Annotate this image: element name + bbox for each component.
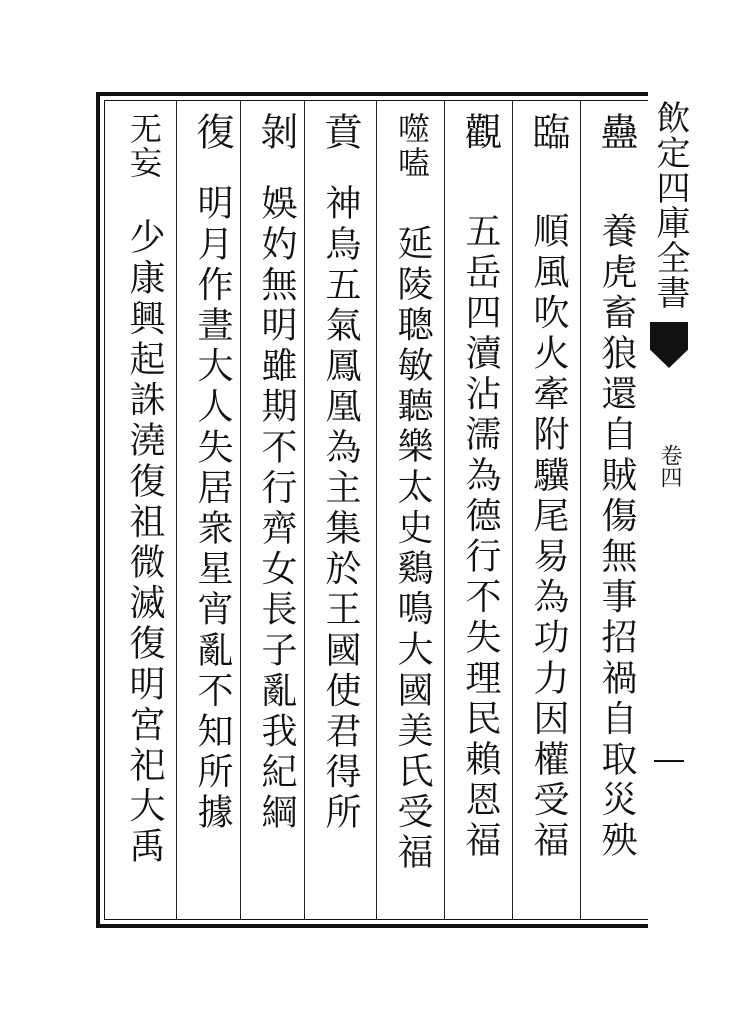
hexagram-column-guan	[452, 100, 508, 920]
verse-text: 娛妁無明雖期不行齊女長子亂我紀綱	[256, 184, 297, 834]
column-rule	[176, 100, 177, 920]
hexagram-name: 蠱	[594, 112, 638, 152]
verse-text: 延陵聰敏聽樂太史鷄鳴大國美氏受福	[392, 224, 433, 874]
verse-text: 順風吹火牽附驥尾易為功力因權受福	[528, 212, 569, 862]
book-title: 飲定四庫全書	[650, 100, 690, 310]
hexagram-name: 復	[190, 112, 234, 152]
hexagram-name: 剝	[254, 112, 298, 152]
hexagram-column-bo	[248, 100, 304, 920]
hexagram-column-bi	[312, 100, 368, 920]
verse-text: 養虎畜狼還自賊傷無事招禍自取災殃	[596, 212, 637, 862]
juan-label: 卷四	[657, 444, 682, 488]
page-number-mark	[654, 760, 684, 788]
column-rule	[512, 100, 513, 920]
hexagram-name: 噬嗑	[393, 112, 431, 180]
verse-text: 少康興起誅澆復祖微滅復明宮祀大禹	[124, 218, 165, 868]
verse-text: 神鳥五氣鳳凰為主集於王國使君得所	[320, 184, 361, 834]
hexagram-name: 賁	[318, 112, 362, 152]
column-rule	[580, 100, 581, 920]
bottom-border	[96, 925, 648, 928]
hexagram-name: 觀	[458, 112, 502, 152]
column-rule	[304, 100, 305, 920]
column-rule	[444, 100, 445, 920]
column-rule	[240, 100, 241, 920]
hexagram-name: 臨	[526, 112, 570, 152]
hexagram-column-shihe	[384, 100, 440, 920]
verse-text: 明月作晝大人失居衆星宵亂不知所據	[192, 184, 233, 834]
hexagram-column-fu	[184, 100, 240, 920]
verse-text: 五岳四瀆沾濡為德行不失理民賴恩福	[460, 212, 501, 862]
hexagram-column-lin	[520, 100, 576, 920]
hexagram-column-gu	[588, 100, 644, 920]
column-rule	[376, 100, 377, 920]
hexagram-name: 无妄	[125, 112, 163, 180]
hexagram-column-wuwang	[116, 100, 172, 920]
